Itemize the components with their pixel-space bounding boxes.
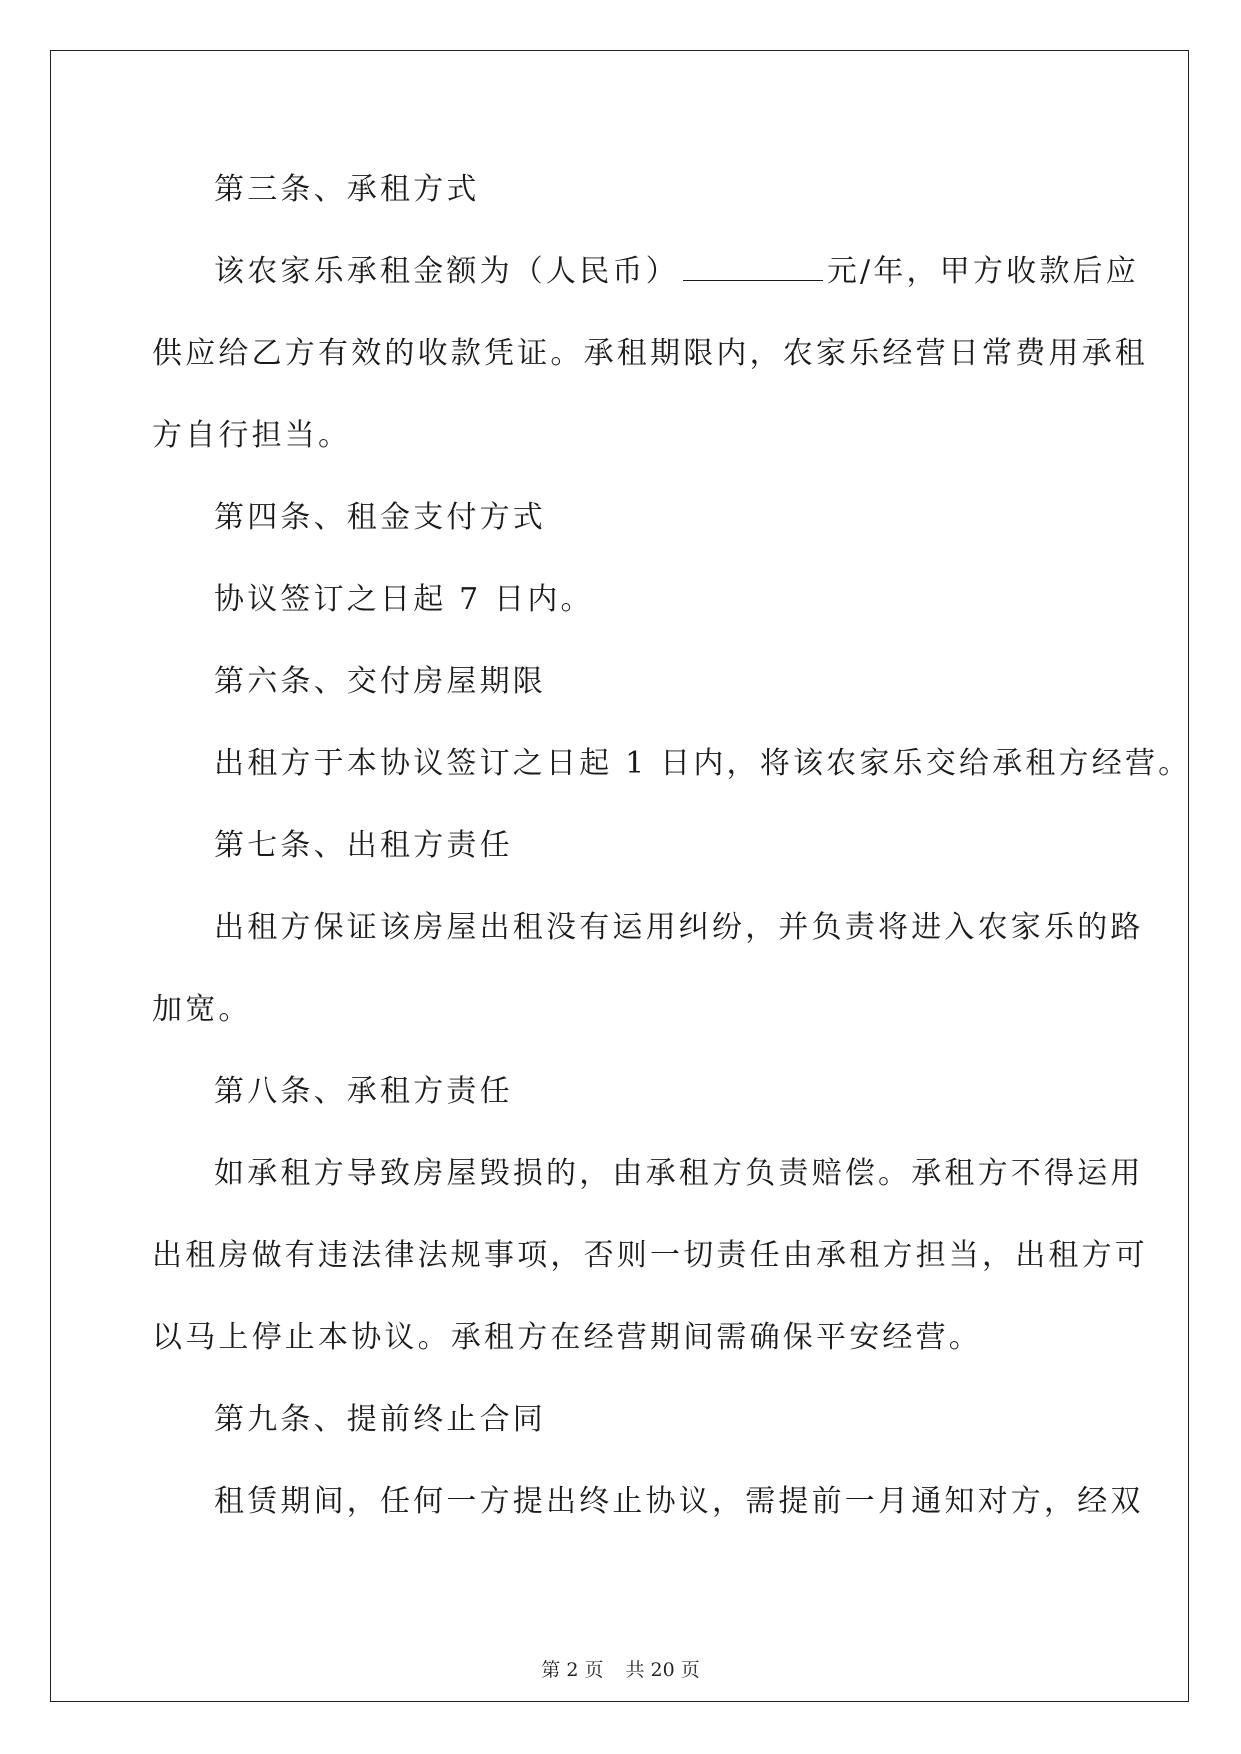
paragraph-line: 租赁期间，任何一方提出终止协议，需提前一月通知对方，经双 <box>214 1484 1144 1519</box>
paragraph-line: 供应给乙方有效的收款凭证。承租期限内，农家乐经营日常费用承租 <box>152 336 1148 371</box>
rent-amount-blank <box>683 256 823 281</box>
paragraph-line: 加宽。 <box>152 992 252 1027</box>
article-9-heading: 第九条、提前终止合同 <box>214 1402 546 1437</box>
paragraph-line: 出租房做有违法律法规事项，否则一切责任由承租方担当，出租方可 <box>152 1238 1148 1273</box>
rent-amount-line <box>152 247 1139 329</box>
article-3-heading: 第三条、承租方式 <box>214 172 480 207</box>
article-6-heading: 第六条、交付房屋期限 <box>214 664 546 699</box>
rent-amount-suffix: 元/年，甲方收款后应 <box>826 254 1139 289</box>
paragraph-line: 协议签订之日起 7 日内。 <box>214 582 594 617</box>
article-4-heading: 第四条、租金支付方式 <box>214 500 546 535</box>
paragraph-line: 出租方于本协议签订之日起 1 日内，将该农家乐交给承租方经营。 <box>214 746 1192 781</box>
paragraph-line: 如承租方导致房屋毁损的，由承租方负责赔偿。承租方不得运用 <box>214 1156 1144 1191</box>
article-7-heading: 第七条、出租方责任 <box>214 828 513 863</box>
paragraph-line: 方自行担当。 <box>152 418 352 453</box>
page-total: 共 20 页 <box>625 1659 700 1681</box>
rent-amount-prefix: 该农家乐承租金额为（人民币） <box>214 254 679 289</box>
article-8-heading: 第八条、承租方责任 <box>214 1074 513 1109</box>
paragraph-line: 以马上停止本协议。承租方在经营期间需确保平安经营。 <box>152 1320 982 1355</box>
paragraph-line: 出租方保证该房屋出租没有运用纠纷，并负责将进入农家乐的路 <box>214 910 1144 945</box>
page-footer <box>0 1655 1241 1682</box>
document-body <box>152 165 1192 1559</box>
page-number: 第 2 页 <box>541 1659 604 1681</box>
